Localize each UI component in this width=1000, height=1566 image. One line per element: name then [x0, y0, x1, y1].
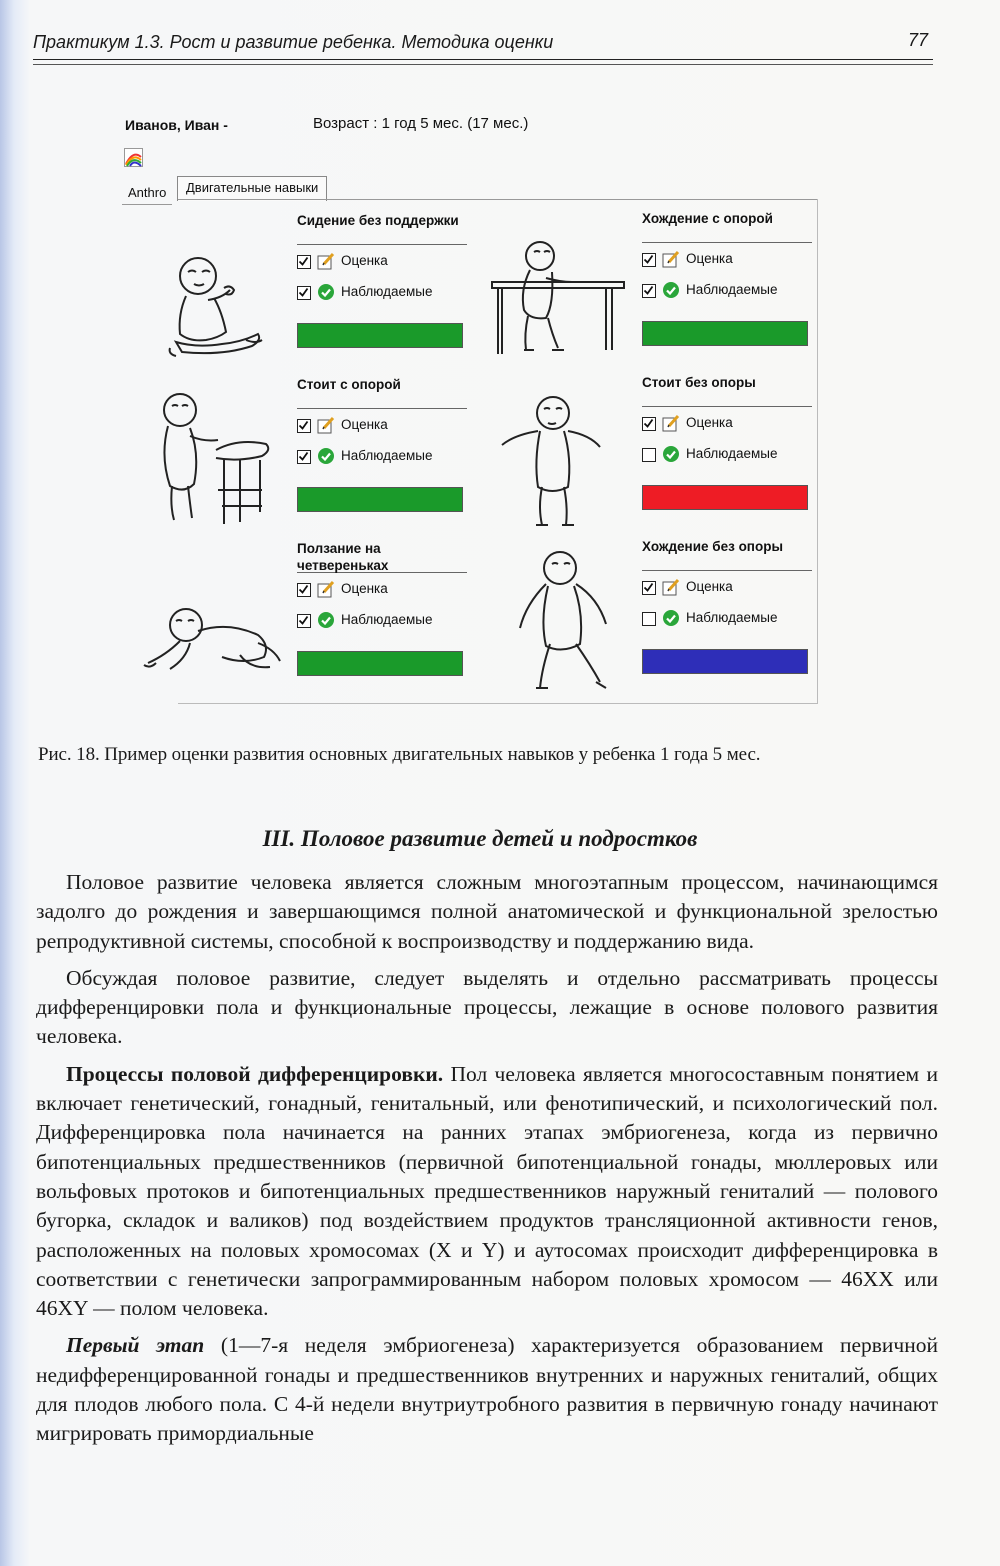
assessment-row — [642, 575, 812, 602]
milestone-title: Хождение без опоры — [642, 538, 812, 571]
pencil-note-icon — [317, 252, 335, 270]
observed-checkbox[interactable] — [297, 450, 311, 464]
milestone-standing-alone — [642, 374, 812, 510]
pencil-note-icon — [662, 250, 680, 268]
assessment-label: Оценка — [686, 415, 733, 430]
green-check-icon — [662, 445, 680, 463]
observed-checkbox-unchecked[interactable] — [642, 612, 656, 626]
sitting-baby-icon — [162, 250, 272, 360]
assessment-checkbox[interactable] — [642, 417, 656, 431]
observed-checkbox[interactable] — [297, 286, 311, 300]
rainbow-app-icon[interactable] — [124, 148, 143, 167]
observed-row — [297, 608, 467, 635]
assessment-checkbox[interactable] — [297, 419, 311, 433]
paragraph-lead: Первый этап — [66, 1333, 205, 1358]
body-text — [36, 868, 938, 1457]
observed-checkbox[interactable] — [297, 614, 311, 628]
crawling-baby-icon — [140, 603, 285, 683]
assessment-label: Оценка — [686, 579, 733, 594]
section-heading: III. Половое развитие детей и подростков — [262, 826, 698, 851]
green-check-icon — [317, 447, 335, 465]
green-check-icon — [662, 609, 680, 627]
paragraph-4 — [36, 1331, 938, 1448]
tab-panel-border — [178, 199, 818, 200]
paragraph-2: Обсуждая половое развитие, следует выделять и отдельно рассматривать процессы дифференцировки пола и функциональные процессы, лежащие в основе полового развития человека. — [36, 965, 938, 1049]
milestone-title: Стоит с опорой — [297, 376, 467, 409]
observed-row — [297, 444, 467, 471]
status-bar-green — [297, 487, 463, 512]
paragraph-lead: Процессы половой дифференцировки. — [66, 1061, 444, 1086]
assessment-row — [297, 249, 467, 276]
page-number: 77 — [908, 30, 929, 50]
assessment-row — [642, 411, 812, 438]
observed-label: Наблюдаемые — [341, 448, 433, 463]
patient-age: Возраст : 1 год 5 мес. (17 мес.) — [313, 115, 529, 132]
assessment-row — [297, 413, 467, 440]
standing-alone-baby-icon — [498, 393, 608, 533]
tab-motor-skills[interactable]: Двигательные навыки — [177, 176, 327, 201]
milestone-sitting-without-support — [297, 212, 467, 348]
header-rule — [33, 59, 933, 60]
paragraph-body: (1—7-я неделя эмбриогенеза) характеризуется образованием первичной недифференцированной гонады и предшественников внутренних и наружных гениталий, общих для плодов любого пола. С 4-й недели внутриутробного развития в первичную гонаду начинают мигрировать примордиальные — [36, 1333, 939, 1446]
milestone-title: Сидение без поддержки — [297, 212, 467, 245]
milestone-hands-and-knees-crawling — [297, 540, 467, 676]
milestone-title: Стоит без опоры — [642, 374, 812, 407]
header-rule-thin — [33, 64, 933, 65]
walking-alone-baby-icon — [510, 548, 620, 698]
assessment-label: Оценка — [686, 251, 733, 266]
assessment-label: Оценка — [341, 417, 388, 432]
assessment-row — [297, 577, 467, 604]
figure-caption: Рис. 18. Пример оценки развития основных двигательных навыков у ребенка 1 года 5 мес. — [38, 744, 761, 765]
assessment-checkbox[interactable] — [297, 583, 311, 597]
tab-anthro[interactable]: Anthro — [122, 182, 172, 205]
status-bar-green — [297, 651, 463, 676]
paragraph-3 — [36, 1060, 938, 1324]
panel-bottom-border — [178, 703, 818, 704]
milestone-walking-with-assistance — [642, 210, 812, 346]
observed-row — [642, 442, 812, 469]
status-bar-green — [297, 323, 463, 348]
observed-checkbox[interactable] — [642, 284, 656, 298]
assessment-checkbox[interactable] — [297, 255, 311, 269]
standing-with-support-baby-icon — [160, 390, 275, 530]
paragraph-body: Пол человека является многосоставным понятием и включает генетический, гонадный, генитальный, или фенотипический, и психологический пол. Дифференцировка пола начинается на ранних этапах эмбриогенеза, когда из первично бипотенциальных предшественников (первичной бипотенциальной гонады, мюллеровых или вольфовых протоков и бипотенциальных предшественников наружный гениталий — полового бугорка, складок и валиков) под воздействием продуктов трансляционной активности генов, расположенных на половых хромосомах (X и Y) и аутосомах происходит дифференцировка в соответствии с генетически запрограммированным набором половых хромосом — 46XX или 46XY — полом человека. — [36, 1061, 938, 1321]
observed-label: Наблюдаемые — [341, 612, 433, 627]
status-bar-green — [642, 321, 808, 346]
milestone-standing-with-assistance — [297, 376, 467, 512]
assessment-label: Оценка — [341, 581, 388, 596]
pencil-note-icon — [317, 580, 335, 598]
observed-row — [297, 280, 467, 307]
green-check-icon — [662, 281, 680, 299]
assessment-row — [642, 247, 812, 274]
observed-row — [642, 606, 812, 633]
panel-right-border — [817, 199, 818, 704]
observed-label: Наблюдаемые — [686, 610, 778, 625]
observed-label: Наблюдаемые — [686, 446, 778, 461]
milestone-title: Ползание на четвереньках — [297, 540, 467, 573]
paragraph-1: Половое развитие человека является сложным многоэтапным процессом, начинающимся задолго до рождения и завершающимся полной анатомической и функциональной зрелостью репродуктивной системы, способной к воспроизводству и поддержанию вида. — [36, 870, 938, 953]
green-check-icon — [317, 283, 335, 301]
green-check-icon — [317, 611, 335, 629]
observed-checkbox-unchecked[interactable] — [642, 448, 656, 462]
walking-with-support-baby-icon — [488, 238, 628, 358]
pencil-note-icon — [317, 416, 335, 434]
motor-skills-figure — [110, 108, 830, 708]
pencil-note-icon — [662, 578, 680, 596]
running-header: Практикум 1.3. Рост и развитие ребенка. Методика оценки — [33, 32, 554, 52]
observed-label: Наблюдаемые — [341, 284, 433, 299]
status-bar-red — [642, 485, 808, 510]
assessment-checkbox[interactable] — [642, 581, 656, 595]
assessment-label: Оценка — [341, 253, 388, 268]
assessment-checkbox[interactable] — [642, 253, 656, 267]
observed-label: Наблюдаемые — [686, 282, 778, 297]
pencil-note-icon — [662, 414, 680, 432]
milestone-title: Хождение с опорой — [642, 210, 812, 243]
status-bar-blue — [642, 649, 808, 674]
milestone-walking-alone — [642, 538, 812, 674]
patient-name: Иванов, Иван - — [125, 117, 228, 133]
observed-row — [642, 278, 812, 305]
